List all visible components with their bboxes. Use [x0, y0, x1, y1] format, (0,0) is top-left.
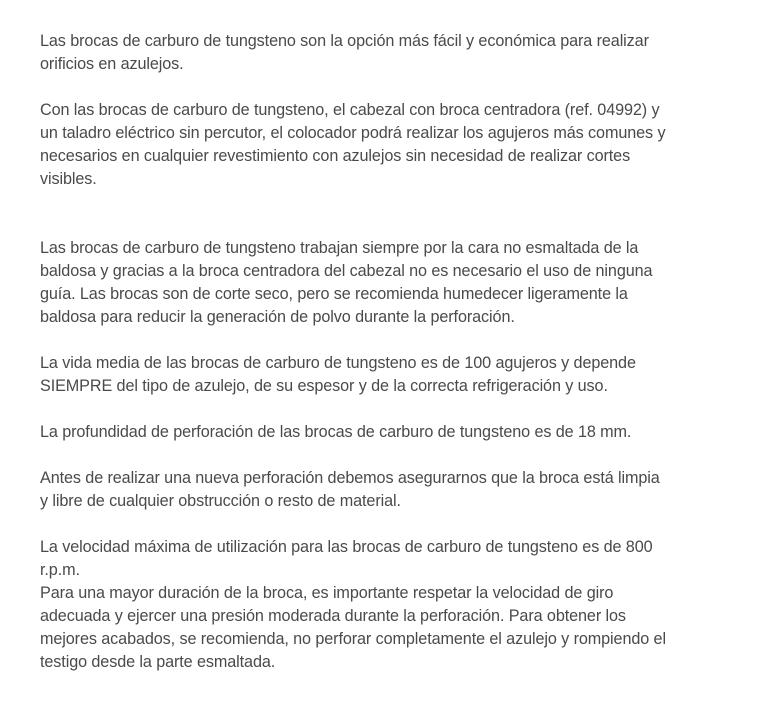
paragraph-spacer — [40, 444, 737, 467]
paragraph-spacer — [40, 513, 737, 536]
paragraph-tools: Con las brocas de carburo de tungsteno, el cabezal con broca centradora (ref. 04992) y un taladro eléctrico sin percutor, el colocador podrá realizar los agujeros más comunes y necesarios en cualquier revestimiento con azulejos sin necesidad de realizar cortes visibles. — [40, 101, 666, 188]
paragraph-speed: La velocidad máxima de utilización para las brocas de carburo de tungsteno es de 800 r.p.m. Para una mayor duración de la broca, es importante respetar la velocidad de giro adecuada y ejercer una presión moderada durante la perforación. Para obtener los mejores acabados, se recomienda, no perforar completamente el azulejo y rompiendo el testigo desde la parte esmaltada. — [40, 538, 666, 671]
paragraph-lifespan: La vida media de las brocas de carburo de tungsteno es de 100 agujeros y depende SIEMPRE del tipo de azulejo, de su espesor y de la correcta refrigeración y uso. — [40, 354, 636, 395]
paragraph-spacer — [40, 76, 737, 99]
paragraph-usage: Las brocas de carburo de tungsteno trabajan siempre por la cara no esmaltada de la baldosa y gracias a la broca centradora del cabezal no es necesario el uso de ninguna guía. Las brocas son de corte seco, pero se recomienda humedecer ligeramente la baldosa para reducir la generación de polvo durante la perforación. — [40, 239, 653, 326]
section-spacer — [40, 191, 737, 237]
paragraph-intro: Las brocas de carburo de tungsteno son la opción más fácil y económica para realizar orificios en azulejos. — [40, 32, 649, 73]
paragraph-spacer — [40, 329, 737, 352]
paragraph-depth: La profundidad de perforación de las brocas de carburo de tungsteno es de 18 mm. — [40, 423, 632, 441]
paragraph-cleaning: Antes de realizar una nueva perforación debemos asegurarnos que la broca está limpia y libre de cualquier obstrucción o resto de material. — [40, 469, 660, 510]
paragraph-spacer — [40, 398, 737, 421]
